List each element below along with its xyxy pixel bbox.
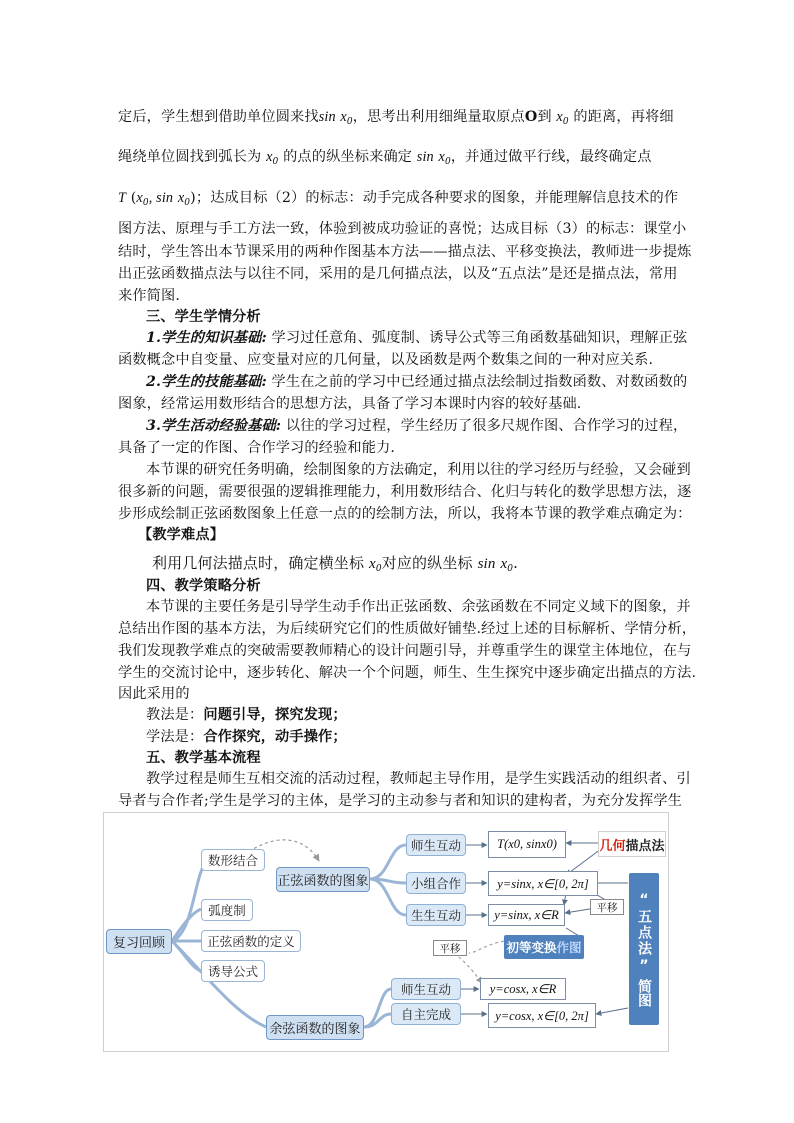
node-sine-graph[interactable]: 正弦函数的图象 bbox=[276, 867, 370, 892]
node-teacher-student-2[interactable]: 师生互动 bbox=[391, 978, 461, 1000]
node-shuxing[interactable]: 数形结合 bbox=[201, 849, 265, 871]
paragraph-line: 本节课的研究任务明确，绘制图象的方法确定，利用以往的学习经历与经验，又会碰到 bbox=[146, 462, 691, 478]
paragraph-line: 我们发现教学难点的突破需要教师精心的设计问题引导，并尊重学生的课堂主体地位，在与 bbox=[118, 643, 692, 659]
connector bbox=[370, 879, 406, 915]
paragraph-line: 1.学生的知识基础: 学习过任意角、弧度制、诱导公式等三角函数基础知识，理解正弦 bbox=[146, 330, 688, 346]
node-group-work[interactable]: 小组合作 bbox=[406, 872, 466, 894]
node-youdao[interactable]: 诱导公式 bbox=[201, 960, 265, 982]
paragraph-line: 具备了一定的作图、合作学习的经验和能力. bbox=[118, 440, 396, 456]
node-self-complete[interactable]: 自主完成 bbox=[391, 1003, 461, 1025]
node-review[interactable]: 复习回顾 bbox=[106, 929, 172, 954]
paragraph-line: 函数概念中自变量、应变量对应的几何量，以及函数是两个数集之间的一种对应关系. bbox=[118, 352, 654, 368]
teaching-flow-mindmap bbox=[103, 812, 669, 1052]
formula-cos-R: y=cosx, x∈R bbox=[480, 978, 566, 1000]
node-sine-definition[interactable]: 正弦函数的定义 bbox=[201, 930, 301, 952]
paragraph-line: 出正弦函数描点法与以往不同，采用的是几何描点法，以及“五点法”是还是描点法，常用 bbox=[118, 266, 678, 282]
label-translate-1: 平移 bbox=[590, 899, 624, 915]
paragraph-line: 定后，学生想到借助单位圆来找$\sin x_0$，思考出利用细绳量取原点O到 $x_0$ 的距离，再将细 bbox=[118, 109, 674, 127]
formula-T-point: T(x0, sinx0) bbox=[488, 831, 566, 858]
formula-cos-0-2pi: y=cosx, x∈[0, 2π] bbox=[488, 1003, 596, 1028]
paragraph-line: 图象，经常运用数形结合的思想方法，具备了学习本课时内容的较好基础. bbox=[118, 396, 582, 412]
label-translate-2: 平移 bbox=[433, 940, 467, 956]
paragraph-line: 导者与合作者;学生是学习的主体，是学习的主动参与者和知识的建构者，为充分发挥学生 bbox=[118, 793, 683, 809]
tag-five-point-sketch: “ 五点法 ” 简图 bbox=[629, 873, 659, 1025]
difficulty-heading: 【教学难点】 bbox=[138, 527, 225, 543]
paragraph-line: 步形成绘制正弦函数图象上任意一点的的绘制方法，所以，我将本节课的教学难点确定为： bbox=[118, 506, 692, 522]
paragraph-line: 图方法、原理与手工方法一致，体验到被成功验证的喜悦；达成目标（3）的标志：课堂小 bbox=[118, 221, 687, 237]
formula-sin-R: y=sinx, x∈R bbox=[488, 904, 565, 926]
tag-elementary-transform: 初等变换 作图 bbox=[504, 935, 584, 959]
section-heading: 五、教学基本流程 bbox=[146, 750, 261, 766]
tag-geometric-plotting: 几何 描点法 bbox=[598, 831, 666, 857]
paragraph-line: 很多新的问题，需要很强的逻辑推理能力，利用数形结合、化归与转化的数学思想方法，逐 bbox=[118, 484, 692, 500]
paragraph-line: 教法是：问题引导，探究发现； bbox=[146, 707, 347, 723]
paragraph-line: 学生的交流讨论中，逐步转化、解决一个个问题，师生、生生探究中逐步确定出描点的方法. bbox=[118, 665, 697, 681]
paragraph-line: 结时，学生答出本节课采用的两种作图基本方法——描点法、平移变换法，教师进一步提炼 bbox=[118, 244, 692, 260]
formula-sin-0-2pi: y=sinx, x∈[0, 2π] bbox=[488, 871, 598, 896]
connector bbox=[172, 941, 266, 1027]
difficulty-statement: 利用几何法描点时，确定横坐标 $x_0$对应的纵坐标 $\sin x_0$. bbox=[152, 554, 519, 574]
node-student-student[interactable]: 生生互动 bbox=[406, 904, 466, 926]
paragraph-line: 3.学生活动经验基础: 以往的学习过程，学生经历了很多尺规作图、合作学习的过程， bbox=[146, 418, 688, 434]
connector bbox=[370, 845, 406, 879]
paragraph-line: 教学过程是师生互相交流的活动过程，教师起主导作用，是学生实践活动的组织者、引 bbox=[146, 771, 691, 787]
paragraph-line: 总结出作图的基本方法，为后续研究它们的性质做好铺垫.经过上述的目标解析、学情分析， bbox=[118, 621, 697, 637]
paragraph-line: 绳绕单位圆找到弧长为 $x_0$ 的点的纵坐标来确定 $\sin x_0$，并通过做平行线，最终确定点 bbox=[118, 149, 652, 167]
node-teacher-student-1[interactable]: 师生互动 bbox=[406, 834, 466, 856]
paragraph-line: 来作简图. bbox=[118, 288, 181, 304]
paragraph-line: 学法是：合作探究，动手操作； bbox=[146, 729, 347, 745]
paragraph-line: 2.学生的技能基础: 学生在之前的学习中已经通过描点法绘制过指数函数、对数函数的 bbox=[146, 374, 688, 390]
paragraph-line: 因此采用的 bbox=[118, 686, 190, 702]
section-heading: 三、学生学情分析 bbox=[146, 309, 261, 325]
node-hudu[interactable]: 弧度制 bbox=[201, 899, 253, 921]
paragraph-line: T ($x_0$, $\sin x_0$)；达成目标（2）的标志：动手完成各种要求的图象，并能理解信息技术的作 bbox=[118, 190, 679, 208]
paragraph-line: 本节课的主要任务是引导学生动手作出正弦函数、余弦函数在不同定义域下的图象，并 bbox=[146, 599, 691, 615]
node-cosine-graph[interactable]: 余弦函数的图象 bbox=[266, 1015, 364, 1040]
section-heading: 四、教学策略分析 bbox=[146, 578, 261, 594]
